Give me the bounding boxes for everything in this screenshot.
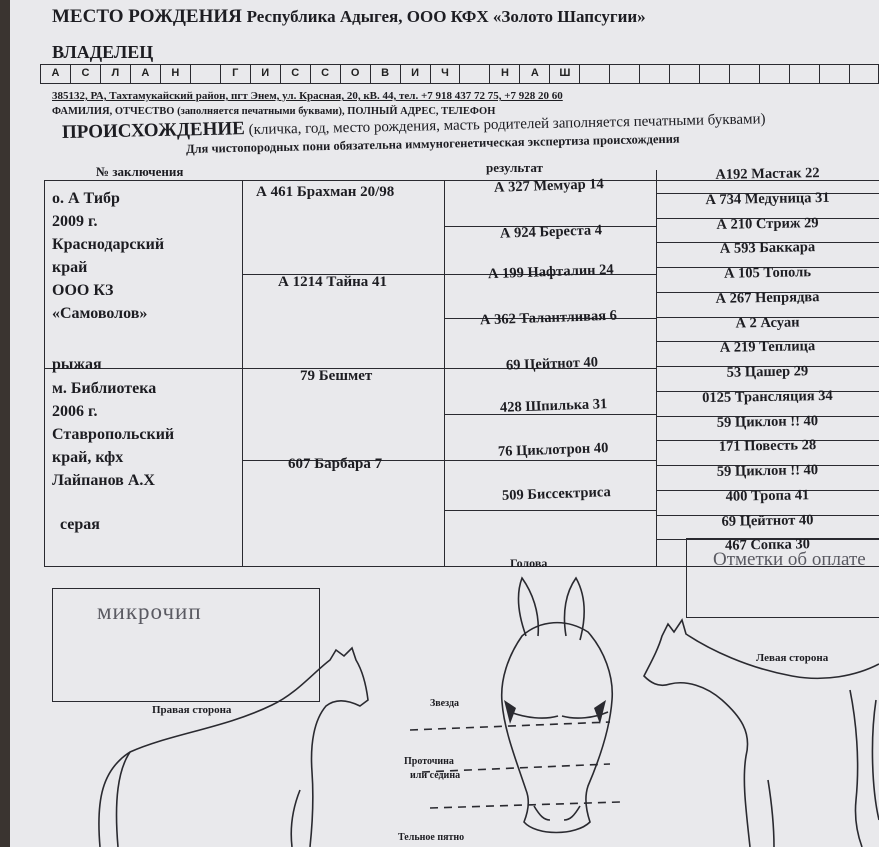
- sire-color: рыжая: [52, 356, 102, 373]
- dam-line: Лайпанов А.Х: [52, 472, 155, 489]
- origin-caption: (кличка, год, место рождения, масть родителей заполняется печатными буквами): [248, 111, 766, 139]
- owner-caption: ФАМИЛИЯ, ОТЧЕСТВО (заполняется печатными буквами), ПОЛНЫЙ АДРЕС, ТЕЛЕФОН: [52, 106, 496, 117]
- owner-letter-cell: Г: [221, 65, 251, 83]
- owner-letter-cell: И: [401, 65, 431, 83]
- dam-sire: 79 Бешмет: [300, 368, 373, 384]
- owner-letter-cell: В: [371, 65, 401, 83]
- owner-letter-cell: А: [131, 65, 161, 83]
- great-grandparent-entry: 171 Повесть 28: [718, 437, 817, 456]
- great-grandparent-entry: А 734 Медуница 31: [705, 189, 830, 208]
- left-side-label: Левая сторона: [756, 652, 829, 664]
- sire-line: «Самоволов»: [52, 305, 148, 322]
- great-grandparent-entry: А 267 Непрядва: [715, 288, 820, 307]
- head-label: Голова: [510, 556, 548, 570]
- owner-label: ВЛАДЕЛЕЦ: [52, 42, 154, 62]
- owner-letter-cell: Ч: [431, 65, 461, 83]
- grandparent-entry: 69 Цейтнот 40: [505, 354, 599, 374]
- birthplace-value: Республика Адыгея, ООО КФХ «Золото Шапсугии»: [246, 7, 646, 26]
- great-grandparent-entry: А 219 Теплица: [719, 338, 816, 357]
- expertise-note: Для чистопородных пони обязательна иммуногенетическая экспертиза происхождения: [185, 131, 680, 156]
- great-grandparent-entry: 467 Сопка 30: [724, 536, 811, 554]
- great-grandparent-entry: 59 Циклон !! 40: [716, 412, 819, 431]
- dam-line: 2006 г.: [52, 403, 98, 420]
- owner-letter-cell: А: [520, 65, 550, 83]
- grandparent-entry: А 924 Береста 4: [499, 222, 603, 242]
- star-label: Звезда: [430, 698, 460, 709]
- great-grandparent-entry: А192 Мастак 22: [715, 165, 820, 183]
- horse-drawings: [10, 0, 879, 847]
- col-conclusion-header: № заключения: [96, 164, 184, 179]
- owner-letter-cell: А: [41, 65, 71, 83]
- great-grandparent-entry: 0125 Трансляция 34: [702, 387, 833, 406]
- owner-letter-cell: С: [71, 65, 101, 83]
- left-side-horse-drawing: [644, 620, 879, 847]
- sire-line: Краснодарский: [52, 236, 165, 253]
- grandparent-entry: А 362 Талантливая 6: [479, 307, 618, 329]
- owner-letter-cell: Н: [490, 65, 520, 83]
- microchip-label: микрочип: [97, 599, 202, 624]
- sire-line: ООО КЗ: [52, 282, 114, 299]
- sire-line: о. А Тибр: [52, 190, 120, 207]
- owner-letter-cell: Ш: [550, 65, 580, 83]
- address-line: 385132, РА, Тахтамукайский район, пгт Энем, ул. Красная, 20, кВ. 44, тел. +7 918 437 72 75, +7 928 20 60: [52, 90, 563, 102]
- body-spot-label: Тельное пятно: [398, 832, 465, 843]
- dam-color: серая: [60, 516, 100, 533]
- sire-sire: А 461 Брахман 20/98: [256, 184, 395, 200]
- owner-letter-cell: И: [251, 65, 281, 83]
- great-grandparent-entry: 400 Тропа 41: [725, 487, 810, 505]
- owner-letter-cell: Л: [101, 65, 131, 83]
- grandparent-entry: 76 Циклотрон 40: [497, 440, 609, 460]
- great-grandparent-entry: 69 Цейтнот 40: [721, 511, 814, 530]
- horse-head-front-drawing: [410, 578, 620, 833]
- grandparent-entry: А 327 Мемуар 14: [493, 176, 605, 196]
- dam-line: край, кфх: [52, 449, 124, 466]
- sire-dam: А 1214 Тайна 41: [278, 274, 387, 290]
- grandparent-entry: 509 Биссектриса: [501, 484, 611, 504]
- grandparent-entry: 428 Шпилька 31: [499, 396, 608, 416]
- great-grandparent-entry: А 105 Тополь: [723, 264, 812, 282]
- dam-line: м. Библиотека: [52, 380, 157, 397]
- payment-label: Отметки об оплате: [713, 549, 866, 570]
- grandparent-entry: А 199 Нафталин 24: [487, 261, 614, 283]
- col-result-header: результат: [486, 160, 543, 175]
- great-grandparent-entry: А 593 Баккара: [719, 239, 816, 258]
- origin-label: ПРОИСХОЖДЕНИЕ: [61, 118, 246, 143]
- owner-letter-cell: С: [281, 65, 311, 83]
- dam-line: Ставропольский: [52, 426, 175, 443]
- right-side-label: Правая сторона: [152, 704, 232, 716]
- dam-dam: 607 Барбара 7: [288, 456, 383, 472]
- great-grandparent-entry: А 210 Стриж 29: [716, 214, 819, 233]
- birthplace-label: МЕСТО РОЖДЕНИЯ: [52, 6, 242, 27]
- great-grandparent-entry: 53 Цашер 29: [726, 363, 809, 381]
- owner-letter-cell: Н: [161, 65, 191, 83]
- sire-line: 2009 г.: [52, 213, 98, 230]
- right-side-horse-drawing: [99, 648, 368, 847]
- great-grandparent-entry: А 2 Асуан: [735, 313, 800, 332]
- blaze-label-1: Проточина: [404, 756, 454, 767]
- great-grandparent-entry: 59 Циклон !! 40: [716, 462, 819, 480]
- document-sheet: [10, 0, 879, 847]
- owner-letter-cell: О: [341, 65, 371, 83]
- owner-letter-cell: С: [311, 65, 341, 83]
- sire-line: край: [52, 259, 88, 276]
- blaze-label-2: или седина: [410, 770, 461, 781]
